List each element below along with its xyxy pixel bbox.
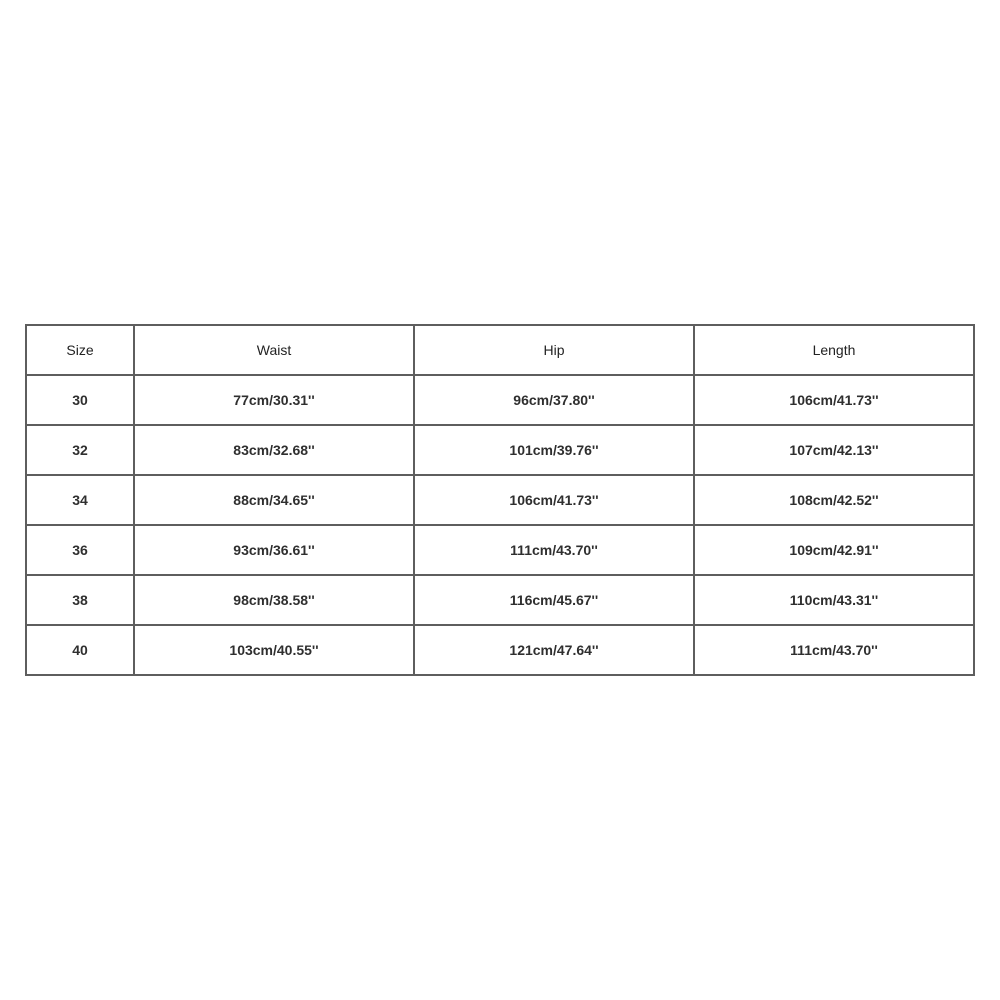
cell-waist: 83cm/32.68'' (134, 425, 414, 475)
cell-length: 111cm/43.70'' (694, 625, 974, 675)
cell-length: 109cm/42.91'' (694, 525, 974, 575)
table-row (26, 425, 974, 475)
cell-hip: 116cm/45.67'' (414, 575, 694, 625)
table-row (26, 475, 974, 525)
cell-waist: 77cm/30.31'' (134, 375, 414, 425)
cell-hip: 101cm/39.76'' (414, 425, 694, 475)
cell-size: 32 (26, 425, 134, 475)
cell-waist: 98cm/38.58'' (134, 575, 414, 625)
cell-length: 107cm/42.13'' (694, 425, 974, 475)
cell-size: 30 (26, 375, 134, 425)
cell-hip: 96cm/37.80'' (414, 375, 694, 425)
cell-waist: 103cm/40.55'' (134, 625, 414, 675)
table-row (26, 575, 974, 625)
header-length: Length (694, 325, 974, 375)
table-row (26, 525, 974, 575)
cell-waist: 88cm/34.65'' (134, 475, 414, 525)
cell-size: 38 (26, 575, 134, 625)
header-row (26, 325, 974, 375)
cell-hip: 106cm/41.73'' (414, 475, 694, 525)
cell-size: 34 (26, 475, 134, 525)
cell-size: 36 (26, 525, 134, 575)
size-chart-table (25, 324, 975, 676)
header-size: Size (26, 325, 134, 375)
header-hip: Hip (414, 325, 694, 375)
header-waist: Waist (134, 325, 414, 375)
cell-hip: 121cm/47.64'' (414, 625, 694, 675)
cell-length: 110cm/43.31'' (694, 575, 974, 625)
cell-waist: 93cm/36.61'' (134, 525, 414, 575)
table-header (26, 325, 974, 375)
cell-hip: 111cm/43.70'' (414, 525, 694, 575)
table-row (26, 625, 974, 675)
cell-size: 40 (26, 625, 134, 675)
table-body (26, 375, 974, 675)
table-row (26, 375, 974, 425)
cell-length: 106cm/41.73'' (694, 375, 974, 425)
cell-length: 108cm/42.52'' (694, 475, 974, 525)
